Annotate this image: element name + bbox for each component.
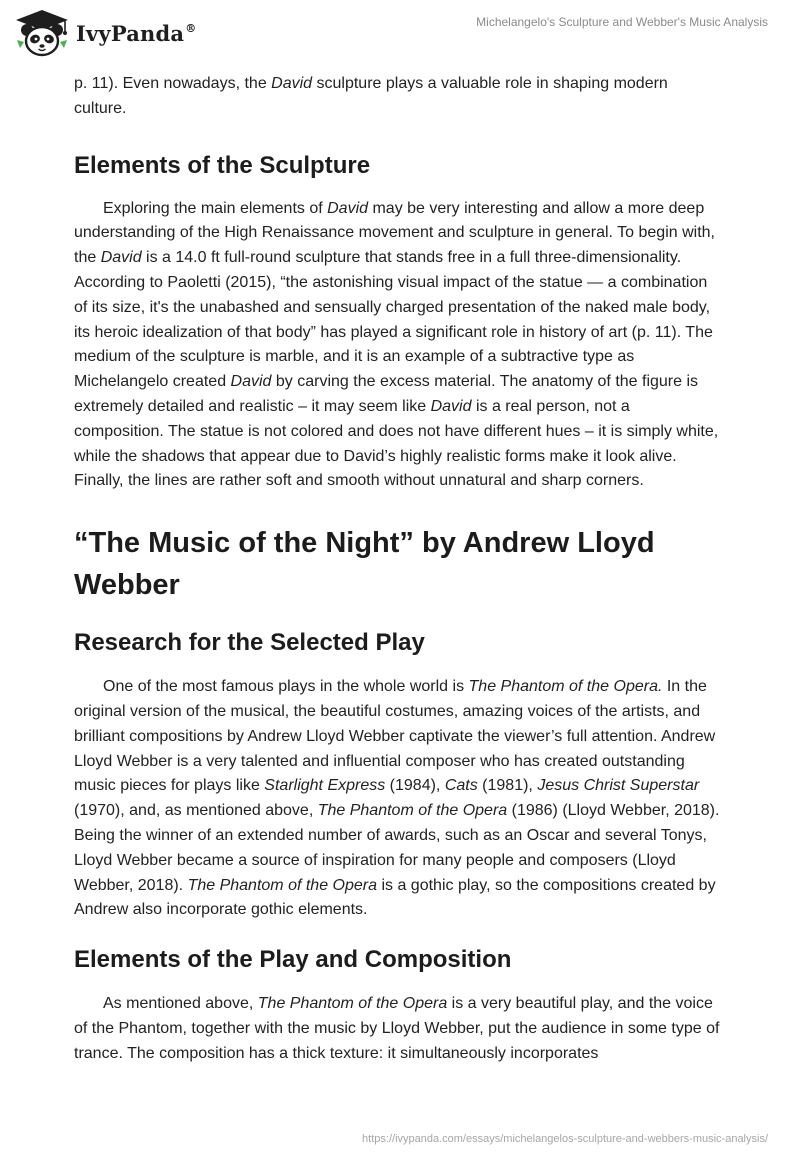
intro-paragraph: p. 11). Even nowadays, the David sculpture plays a valuable role in shaping modern culture. <box>74 75 668 117</box>
italic-title: The Phantom of the Opera. <box>468 678 663 696</box>
italic-title: David <box>327 199 369 217</box>
site-logo[interactable] <box>14 8 196 58</box>
registered-mark: ® <box>185 21 197 35</box>
essay-body <box>74 72 724 1067</box>
source-url[interactable]: https://ivypanda.com/essays/michelangelos-sculpture-and-webbers-music-analysis/ <box>362 1133 768 1145</box>
sculpture-elements-paragraph: Exploring the main elements of David may be very interesting and allow a more deep understanding of the High Renaissance movement and sculpture in general. To begin with, the David is a 14.0 ft full-round sculpture that stands free in a full three-dimensionality. According to Paoletti (2015), “the astonishing visual impact of the statue — a combination of its size, it's the unabashed and sensually charged presentation of the naked male body, its heroic idealization of that body” has played a significant role in history of art (p. 11). The medium of the sculpture is marble, and it is an example of a subtractive type as Michelangelo created David by carving the excess material. The anatomy of the figure is extremely detailed and realistic – it may seem like David is a real person, not a composition. The statue is not colored and does not have different hues – it is simply white, while the shadows that appear due to David’s highly realistic forms make it look alive. Finally, the lines are rather soft and smooth without unnatural and sharp corners. <box>74 199 719 490</box>
italic-title: David <box>430 397 472 415</box>
page-header <box>0 0 800 66</box>
italic-title: Starlight Express <box>264 777 386 795</box>
section-heading-play-elements: Elements of the Play and Composition <box>74 946 512 974</box>
brand-name <box>76 21 196 46</box>
italic-title: Jesus Christ Superstar <box>537 777 700 795</box>
italic-title: David <box>271 75 313 92</box>
brand-name-text: IvyPanda <box>76 20 185 46</box>
italic-title: The Phantom of the Opera <box>187 876 378 894</box>
italic-title: The Phantom of the Opera <box>317 802 508 820</box>
section-heading-play-research: Research for the Selected Play <box>74 629 425 657</box>
section-heading-sculpture-elements: Elements of the Sculpture <box>74 151 371 179</box>
play-elements-paragraph: As mentioned above, The Phantom of the Opera is a very beautiful play, and the voice of the Phantom, together with the music by Lloyd Webber, put the audience in some type of trance. The composition has a thick texture: it simultaneously incorporates <box>74 995 720 1062</box>
document-title: Michelangelo's Sculpture and Webber's Music Analysis <box>476 15 768 29</box>
italic-title: Cats <box>444 777 478 795</box>
italic-title: David <box>230 373 272 391</box>
main-heading-music-of-the-night: “The Music of the Night” by Andrew Lloyd Webber <box>74 527 655 602</box>
panda-graduate-icon <box>14 8 70 58</box>
play-research-paragraph: One of the most famous plays in the whole world is The Phantom of the Opera. In the original version of the musical, the beautiful costumes, amazing voices of the artists, and brilliant compositions by Andrew Lloyd Webber captivate the viewer’s full attention. Andrew Lloyd Webber is a very talented and influential composer who has created outstanding music pieces for plays like Starlight Express (1984), Cats (1981), Jesus Christ Superstar (1970), and, as mentioned above, The Phantom of the Opera (1986) (Lloyd Webber, 2018). Being the winner of an extended number of awards, such as an Oscar and several Tonys, Lloyd Webber became a source of inspiration for many people and composers (Lloyd Webber, 2018). The Phantom of the Opera is a gothic play, so the compositions created by Andrew also incorporate gothic elements. <box>74 678 720 919</box>
italic-title: The Phantom of the Opera <box>257 995 448 1013</box>
italic-title: David <box>100 249 142 267</box>
